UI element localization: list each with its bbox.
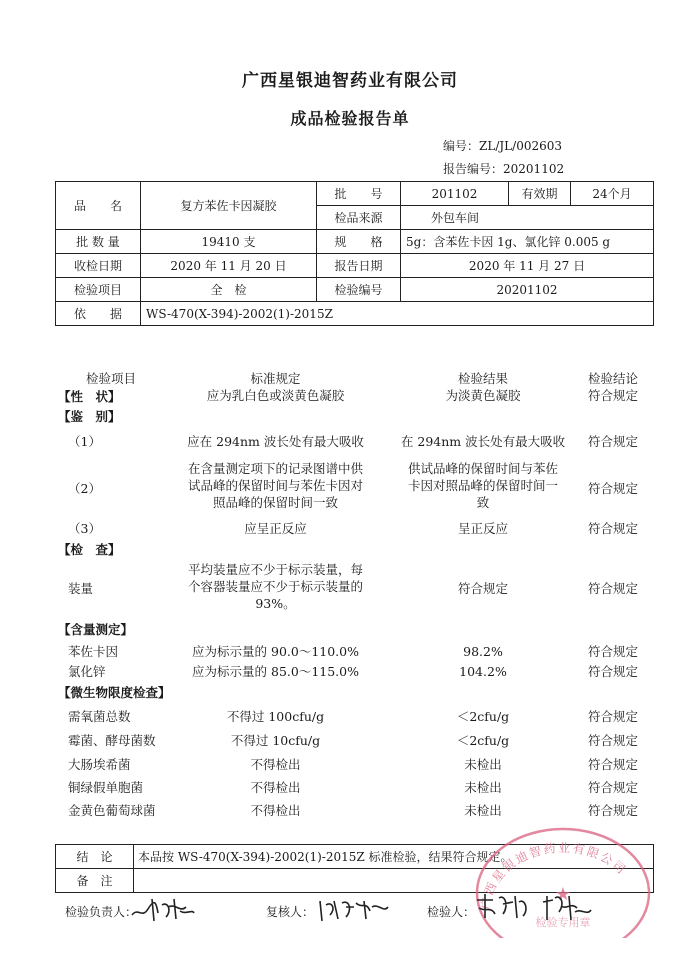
staph-result: 未检出 [464, 803, 502, 818]
report-number-label: 报告编号： [443, 162, 504, 176]
inspector-label: 检验人： [427, 905, 476, 919]
pseudo-conclusion: 符合规定 [587, 780, 638, 795]
report-date-label: 报告日期 [317, 254, 401, 278]
id1-result: 在 294nm 波长处有最大吸收 [400, 434, 566, 449]
id2-result [388, 460, 578, 511]
inspector-lead-signature [128, 893, 198, 925]
id2-result-line: 卡因对照品峰的保留时间一 [407, 478, 558, 493]
fill-conclusion: 符合规定 [587, 581, 638, 596]
received-date-label: 收检日期 [56, 254, 141, 278]
seal-star-icon: ★ [554, 884, 572, 905]
mold-result: ＜2cfu/g [456, 733, 510, 748]
inspection-number: 20201102 [401, 278, 654, 302]
seal-subtext: 检验专用章 [535, 916, 591, 929]
doc-number [443, 137, 562, 154]
zinc-result: 104.2% [459, 664, 507, 679]
id1-item: （1） [68, 434, 101, 449]
section-check: 【检 查】 [58, 542, 121, 557]
col-conclusion-header: 检验结论 [587, 371, 638, 386]
character-standard: 应为乳白色或淡黄色凝胶 [206, 388, 345, 403]
zinc-conclusion: 符合规定 [587, 664, 638, 679]
conclusion-label: 结 论 [56, 845, 134, 869]
validity-label: 有效期 [509, 182, 571, 206]
ecoli-conclusion: 符合规定 [587, 757, 638, 772]
source-value: 外包车间 [401, 206, 654, 230]
zinc-standard: 应为标示量的 85.0～115.0% [192, 664, 359, 679]
seal-text: 广西星银迪智药业有限公司 [478, 840, 630, 911]
benzo-conclusion: 符合规定 [587, 644, 638, 659]
pseudo-standard: 不得检出 [250, 780, 301, 795]
company-name: 广西星银迪智药业有限公司 [242, 71, 458, 91]
benzo-standard: 应为标示量的 90.0～110.0% [192, 644, 359, 659]
mold-standard: 不得过 10cfu/g [230, 733, 321, 748]
ecoli-item: 大肠埃希菌 [68, 757, 131, 772]
aerobic-result: ＜2cfu/g [456, 709, 510, 724]
ecoli-result: 未检出 [464, 757, 502, 772]
report-title: 成品检验报告单 [290, 109, 410, 128]
staph-standard: 不得检出 [250, 803, 301, 818]
aerobic-conclusion: 符合规定 [587, 709, 638, 724]
ecoli-standard: 不得检出 [250, 757, 301, 772]
aerobic-standard: 不得过 100cfu/g [226, 709, 325, 724]
product-label: 品 名 [56, 182, 141, 230]
source-label: 检品来源 [317, 206, 401, 230]
info-table [55, 181, 654, 326]
basis-value: WS-470(X-394)-2002(1)-2015Z [141, 302, 654, 326]
validity-value: 24个月 [571, 182, 654, 206]
inspector-lead-label: 检验负责人： [65, 905, 138, 919]
id3-item: （3） [68, 521, 101, 536]
benzo-result: 98.2% [463, 644, 503, 659]
received-date: 2020 年 11 月 20 日 [141, 254, 317, 278]
id2-standard-line: 在含量测定项下的记录图谱中供 [187, 461, 363, 476]
section-identification: 【鉴 别】 [58, 409, 121, 424]
id3-standard: 应呈正反应 [244, 521, 307, 536]
col-standard-header: 标准规定 [250, 371, 301, 386]
mold-conclusion: 符合规定 [587, 733, 638, 748]
doc-number-value: ZL/JL/002603 [479, 139, 562, 153]
pseudo-item: 铜绿假单胞菌 [68, 780, 144, 795]
benzo-item: 苯佐卡因 [68, 644, 119, 659]
id2-standard-line: 照品峰的保留时间一致 [212, 495, 338, 510]
character-result: 为淡黄色凝胶 [445, 388, 521, 403]
id2-result-line: 致 [476, 495, 490, 510]
id1-conclusion: 符合规定 [587, 434, 638, 449]
staph-conclusion: 符合规定 [587, 803, 638, 818]
inspection-items-label: 检验项目 [56, 278, 141, 302]
product-name: 复方苯佐卡因凝胶 [141, 182, 317, 230]
report-date: 2020 年 11 月 27 日 [401, 254, 654, 278]
id2-conclusion: 符合规定 [587, 481, 638, 496]
zinc-item: 氯化锌 [68, 664, 106, 679]
fill-standard-line: 93%。 [255, 596, 296, 611]
fill-standard-line: 个容器装量应不少于标示装量的 [187, 579, 363, 594]
basis-label: 依 据 [56, 302, 141, 326]
section-character: 【性 状】 [58, 389, 121, 404]
spec-label: 规 格 [317, 230, 401, 254]
id2-standard [163, 460, 388, 511]
quantity-label: 批 数 量 [56, 230, 141, 254]
quantity-value: 19410 支 [141, 230, 317, 254]
fill-result: 符合规定 [457, 581, 508, 596]
staph-item: 金黄色葡萄球菌 [68, 803, 156, 818]
conclusion-text: 本品按 WS-470(X-394)-2002(1)-2015Z 标准检验，结果符合规定。 [134, 845, 654, 869]
inspection-number-label: 检验编号 [317, 278, 401, 302]
col-result-header: 检验结果 [457, 371, 508, 386]
fill-standard-line: 平均装量应不少于标示装量，每 [187, 562, 363, 577]
reviewer-label: 复核人： [266, 905, 315, 919]
id1-standard: 应在 294nm 波长处有最大吸收 [187, 434, 364, 449]
reviewer-signature [316, 895, 392, 925]
doc-number-label: 编号： [443, 139, 480, 153]
inspection-items: 全 检 [141, 278, 317, 302]
batch-label: 批 号 [317, 182, 401, 206]
mold-item: 霉菌、酵母菌数 [68, 733, 156, 748]
section-microbial: 【微生物限度检查】 [58, 685, 171, 700]
fill-standard [163, 561, 388, 612]
fill-item: 装量 [68, 581, 94, 596]
col-item-header: 检验项目 [86, 371, 137, 386]
report-number-value: 20201102 [503, 162, 565, 176]
id2-standard-line: 试品峰的保留时间与苯佐卡因对 [187, 478, 363, 493]
character-conclusion: 符合规定 [587, 388, 638, 403]
aerobic-item: 需氧菌总数 [68, 709, 131, 724]
id3-conclusion: 符合规定 [587, 521, 638, 536]
batch-number: 201102 [401, 182, 509, 206]
remark-label: 备 注 [56, 869, 134, 893]
section-assay: 【含量测定】 [58, 622, 134, 637]
report-number [443, 160, 564, 177]
id3-result: 呈正反应 [457, 521, 508, 536]
pseudo-result: 未检出 [464, 780, 502, 795]
inspector-signature [473, 890, 595, 926]
id2-result-line: 供试品峰的保留时间与苯佐 [407, 461, 558, 476]
spec-value: 5g：含苯佐卡因 1g、氯化锌 0.005 g [401, 230, 654, 254]
id2-item: （2） [68, 481, 101, 496]
